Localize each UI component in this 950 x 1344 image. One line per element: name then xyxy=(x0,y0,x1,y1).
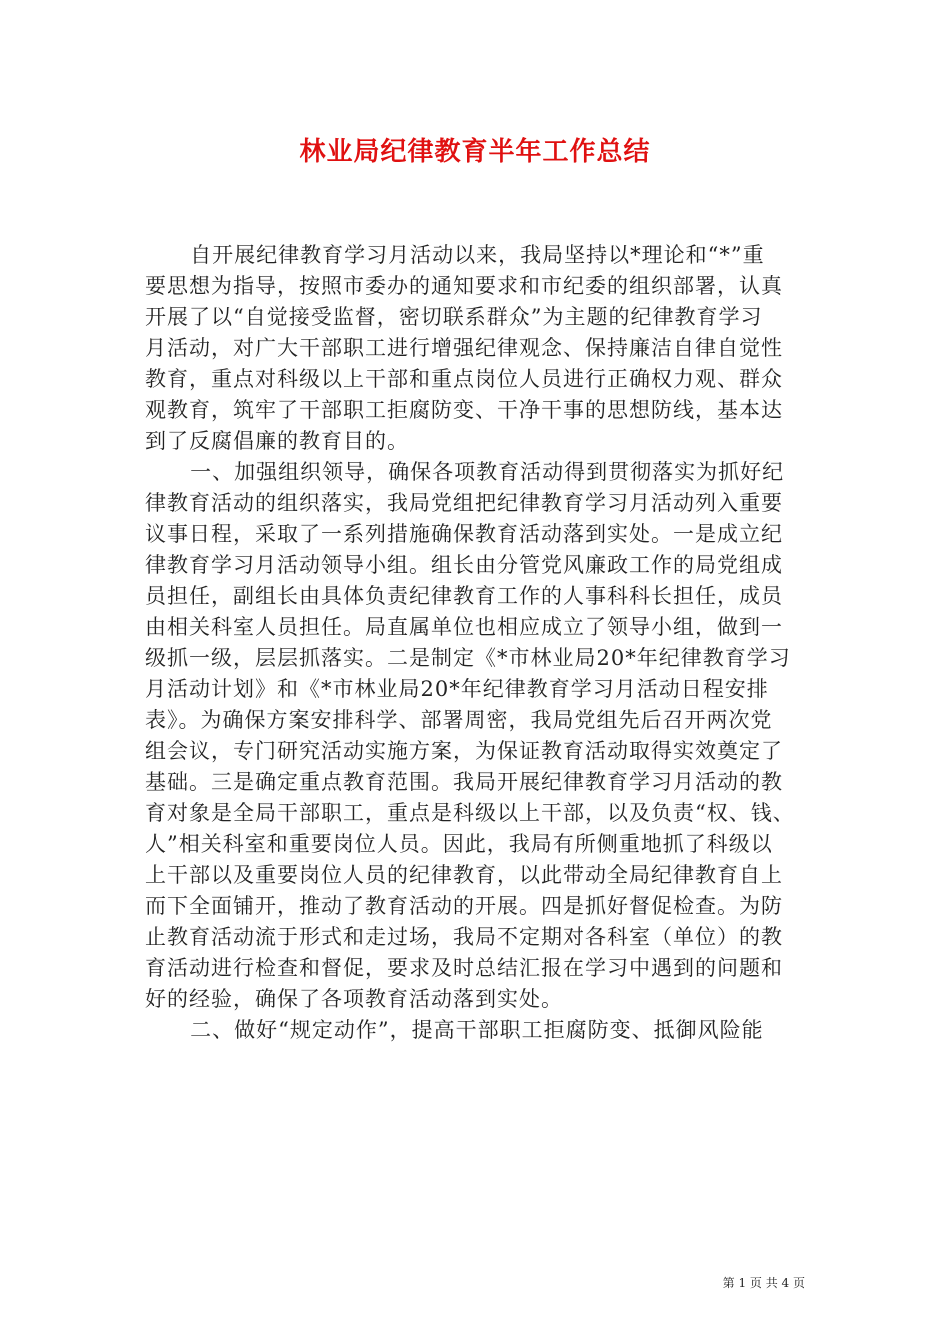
text-line: 组会议，专门研究活动实施方案，为保证教育活动取得实效奠定了 xyxy=(145,739,783,763)
text-line: 育活动进行检查和督促，要求及时总结汇报在学习中遇到的问题和 xyxy=(145,956,783,980)
text-line: 上干部以及重要岗位人员的纪律教育，以此带动全局纪律教育自上 xyxy=(145,863,783,887)
text-line: 律教育活动的组织落实，我局党组把纪律教育学习月活动列入重要 xyxy=(145,491,783,515)
text-line: 级抓一级，层层抓落实。二是制定《*市林业局20*年纪律教育学习 xyxy=(145,646,791,670)
text-line: 而下全面铺开，推动了教育活动的开展。四是抓好督促检查。为防 xyxy=(145,894,783,918)
text-line: 人”相关科室和重要岗位人员。因此，我局有所侧重地抓了科级以 xyxy=(145,832,773,856)
document-body xyxy=(145,240,810,1046)
text-line: 止教育活动流于形式和走过场，我局不定期对各科室（单位）的教 xyxy=(145,925,783,949)
text-line: 一、加强组织领导，确保各项教育活动得到贯彻落实为抓好纪 xyxy=(190,460,785,484)
text-line: 开展了以“自觉接受监督，密切联系群众”为主题的纪律教育学习 xyxy=(145,305,763,329)
text-line: 育对象是全局干部职工，重点是科级以上干部，以及负责“权、钱、 xyxy=(145,801,795,825)
text-line: 教育，重点对科级以上干部和重点岗位人员进行正确权力观、群众 xyxy=(145,367,783,391)
text-line: 好的经验，确保了各项教育活动落到实处。 xyxy=(145,987,563,1011)
text-line: 到了反腐倡廉的教育目的。 xyxy=(145,429,409,453)
text-line: 由相关科室人员担任。局直属单位也相应成立了领导小组，做到一 xyxy=(145,615,783,639)
text-line: 律教育学习月活动领导小组。组长由分管党风廉政工作的局党组成 xyxy=(145,553,783,577)
text-line: 月活动计划》和《*市林业局20*年纪律教育学习月活动日程安排 xyxy=(145,677,769,701)
paragraph-section-2 xyxy=(145,1015,810,1046)
text-line: 表》。为确保方案安排科学、部署周密，我局党组先后召开两次党 xyxy=(145,708,773,732)
text-line: 二、做好“规定动作”，提高干部职工拒腐防变、抵御风险能 xyxy=(190,1018,764,1042)
text-line: 自开展纪律教育学习月活动以来，我局坚持以*理论和“*”重 xyxy=(190,243,765,267)
text-line: 基础。三是确定重点教育范围。我局开展纪律教育学习月活动的教 xyxy=(145,770,783,794)
page-number-footer: 第 1 页 共 4 页 xyxy=(722,1276,805,1290)
text-line: 观教育，筑牢了干部职工拒腐防变、干净干事的思想防线，基本达 xyxy=(145,398,783,422)
text-line: 月活动，对广大干部职工进行增强纪律观念、保持廉洁自律自觉性 xyxy=(145,336,783,360)
text-line: 要思想为指导，按照市委办的通知要求和市纪委的组织部署，认真 xyxy=(145,274,783,298)
document-title: 林业局纪律教育半年工作总结 xyxy=(299,137,651,167)
text-line: 员担任，副组长由具体负责纪律教育工作的人事科科长担任，成员 xyxy=(145,584,783,608)
text-line: 议事日程，采取了一系列措施确保教育活动落到实处。一是成立纪 xyxy=(145,522,783,546)
paragraph-section-1 xyxy=(145,457,810,1015)
paragraph-intro xyxy=(145,240,810,457)
